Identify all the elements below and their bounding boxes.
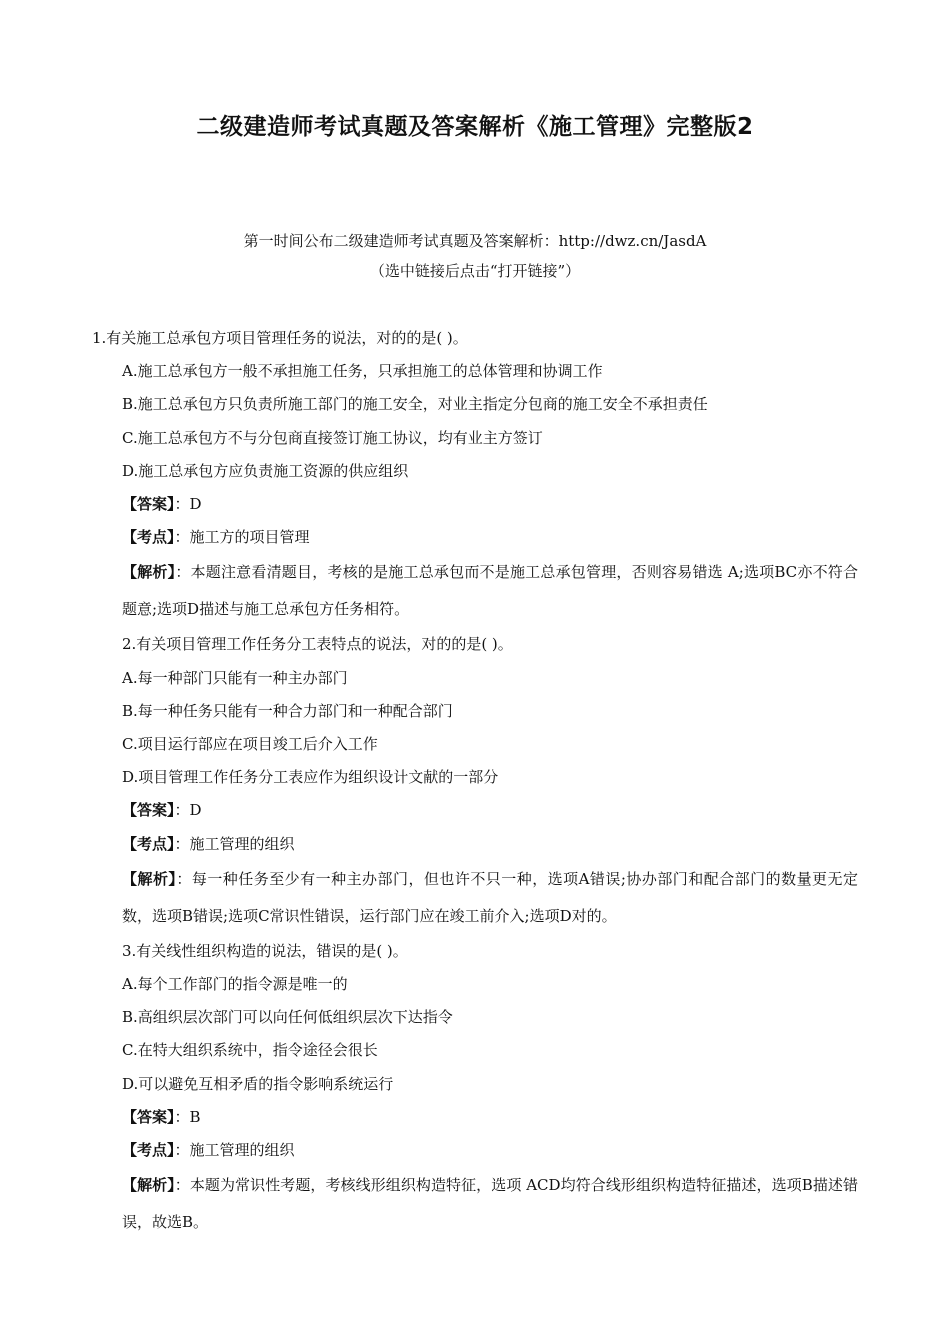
question-stem: 1.有关施工总承包方项目管理任务的说法，对的的是( )。	[92, 329, 468, 347]
answer-value: ：B	[174, 1107, 201, 1126]
notice-hint-line: （选中链接后点击“打开链接”）	[369, 262, 581, 280]
analysis-text: ：本题为常识性考题，考核线形组织构造特征，选项 ACD均符合线形组织构造特征描述，选项B描述错误，故选B。	[122, 1176, 858, 1232]
point-value: ：施工管理的组织	[174, 834, 295, 853]
point-value: ：施工管理的组织	[174, 1141, 295, 1160]
option-b: B.高组织层次部门可以向任何低组织层次下达指令	[122, 1008, 453, 1027]
analysis-paragraph	[92, 1167, 858, 1241]
option-c: C.施工总承包方不与分包商直接签订施工协议，均有业主方签订	[122, 428, 543, 447]
option-c: C.项目运行部应在项目竣工后介入工作	[122, 735, 378, 754]
option-a: A.每一种部门只能有一种主办部门	[122, 668, 348, 687]
option-d: D.施工总承包方应负责施工资源的供应组织	[122, 461, 409, 480]
point-value: ：施工方的项目管理	[174, 528, 310, 547]
option-a: A.施工总承包方一般不承担施工任务，只承担施工的总体管理和协调工作	[122, 362, 603, 381]
point-line	[92, 828, 858, 861]
point-line	[92, 521, 858, 554]
notice-link-line: 第一时间公布二级建造师考试真题及答案解析：http://dwz.cn/JasdA	[243, 232, 707, 250]
option-d: D.项目管理工作任务分工表应作为组织设计文献的一部分	[122, 768, 499, 787]
analysis-text: ：每一种任务至少有一种主办部门，但也许不只一种，选项A错误;协办部门和配合部门的数量更无定数，选项B错误;选项C常识性错误，运行部门应在竣工前介入;选项D对的。	[122, 869, 858, 925]
question-stem: 3.有关线性组织构造的说法，错误的是( )。	[122, 941, 408, 960]
analysis-label: 【解析】	[122, 869, 177, 888]
answer-label: 【答案】	[122, 801, 175, 820]
question-list	[92, 322, 858, 1241]
point-label: 【考点】	[122, 834, 175, 853]
answer-line	[92, 488, 858, 521]
answer-value: ：D	[174, 801, 202, 820]
option-c: C.在特大组织系统中，指令途径会很长	[122, 1041, 378, 1060]
answer-value: ：D	[174, 495, 202, 514]
option-b: B.每一种任务只能有一种合力部门和一种配合部门	[122, 701, 453, 720]
notice-block	[0, 226, 950, 286]
answer-line	[92, 794, 858, 827]
answer-label: 【答案】	[122, 1107, 175, 1126]
point-label: 【考点】	[122, 1141, 175, 1160]
analysis-text: ：本题注意看清题目，考核的是施工总承包而不是施工总承包管理，否则容易错选 A;选项BC亦不符合题意;选项D描述与施工总承包方任务相符。	[122, 563, 858, 619]
option-a: A.每个工作部门的指令源是唯一的	[122, 975, 348, 994]
point-label: 【考点】	[122, 528, 175, 547]
analysis-paragraph	[92, 861, 858, 935]
analysis-label: 【解析】	[122, 1176, 175, 1195]
option-d: D.可以避免互相矛盾的指令影响系统运行	[122, 1074, 394, 1093]
question-3	[92, 935, 858, 1241]
question-1	[92, 322, 858, 628]
answer-label: 【答案】	[122, 495, 175, 514]
point-line	[92, 1134, 858, 1167]
option-b: B.施工总承包方只负责所施工部门的施工安全，对业主指定分包商的施工安全不承担责任	[122, 395, 708, 414]
answer-line	[92, 1101, 858, 1134]
analysis-label: 【解析】	[122, 563, 176, 582]
question-2	[92, 628, 858, 934]
analysis-paragraph	[92, 554, 858, 628]
document-title: 二级建造师考试真题及答案解析《施工管理》完整版2	[196, 114, 754, 140]
question-stem: 2.有关项目管理工作任务分工表特点的说法，对的的是( )。	[122, 635, 513, 654]
